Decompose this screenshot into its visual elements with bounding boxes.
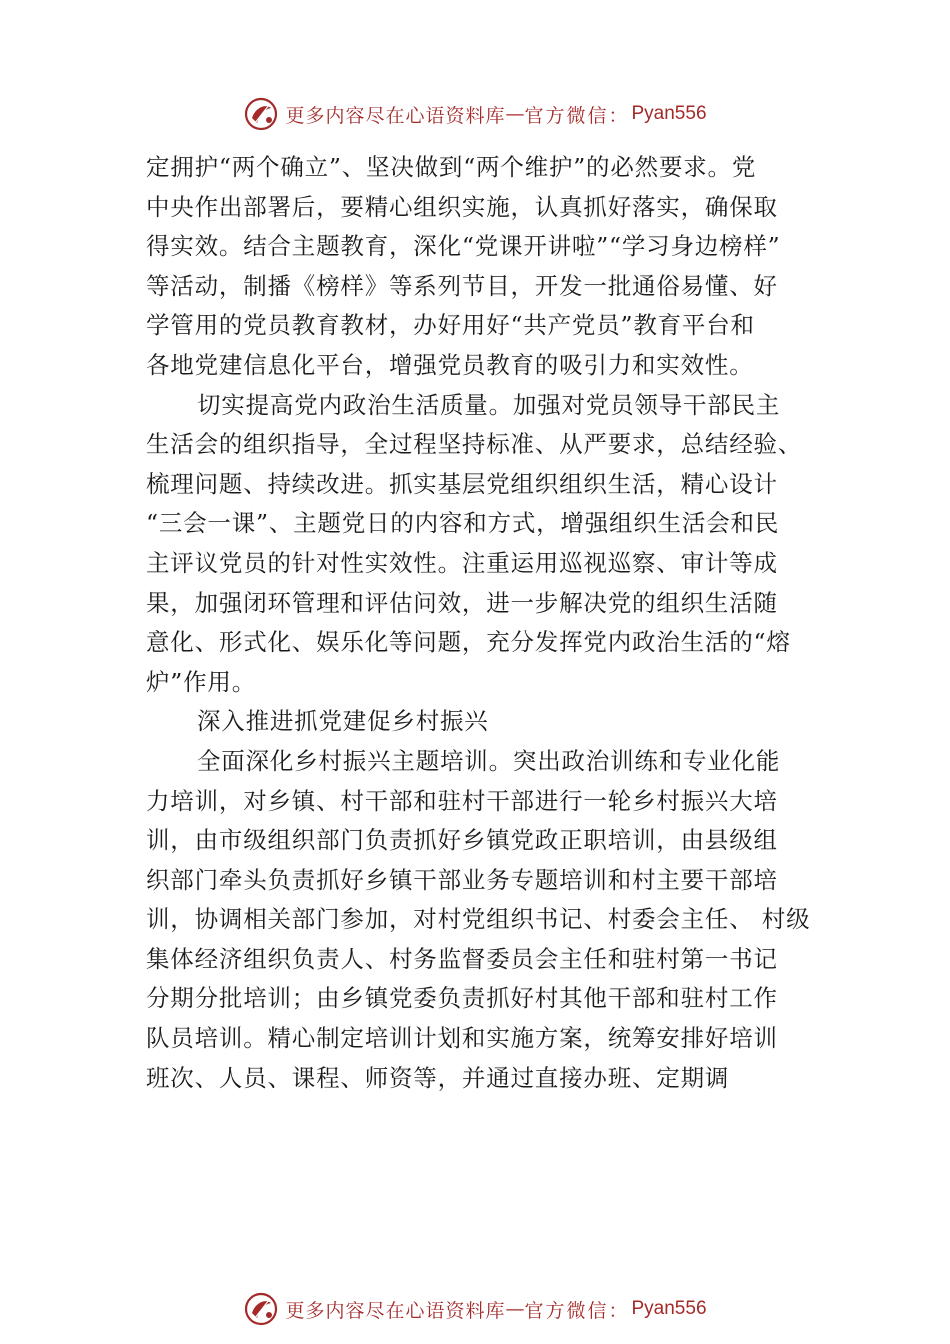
header-banner [0, 94, 950, 134]
text-line: 织部门牵头负责抓好乡镇干部业务专题培训和村主要干部培 [146, 865, 778, 894]
text-line: 生活会的组织指导，全过程坚持标准、从严要求，总结经验、 [146, 430, 803, 459]
footer-banner [0, 1289, 950, 1329]
text-line: 训，由市级组织部门负责抓好乡镇党政正职培训，由县级组 [146, 826, 778, 855]
text-line: 中央作出部署后，要精心组织实施，认真抓好落实，确保取 [146, 192, 778, 221]
logo-icon [243, 96, 279, 132]
banner-title: 更多内容尽在心语资料库 [285, 104, 506, 127]
text-line: 意化、形式化、娱乐化等问题，充分发挥党内政治生活的“熔 [146, 628, 791, 657]
wechat-id: Pyan556 [631, 103, 707, 124]
text-line: 定拥护“两个确立”、坚决做到“两个维护”的必然要求。党 [146, 153, 757, 181]
banner-dash: — [505, 103, 525, 125]
text-line: 等活动，制播《榜样》等系列节目，开发一批通俗易懂、好 [146, 271, 778, 300]
wechat-id: Pyan556 [631, 1298, 707, 1319]
section-heading: 深入推进抓党建促乡村振兴 [197, 707, 489, 736]
wechat-label: 官方微信： [524, 104, 630, 127]
text-line: 学管用的党员教育教材，办好用好“共产党员”教育平台和 [146, 311, 755, 340]
text-line: 得实效。结合主题教育，深化“党课开讲啦”“学习身边榜样” [146, 232, 781, 261]
text-line: 班次、人员、课程、师资等，并通过直接办班、定期调 [146, 1063, 730, 1092]
banner-title: 更多内容尽在心语资料库 [285, 1299, 506, 1322]
text-line: 集体经济组织负责人、村务监督委员会主任和驻村第一书记 [146, 944, 778, 973]
text-line: 炉”作用。 [146, 667, 257, 696]
text-line: 分期分批培训；由乡镇党委负责抓好村其他干部和驻村工作 [146, 984, 778, 1013]
paragraph-start-line: 切实提高党内政治生活质量。加强对党员领导干部民主 [197, 390, 781, 419]
text-line: 队员培训。精心制定培训计划和实施方案，统筹安排好培训 [146, 1024, 778, 1053]
document-body [146, 148, 811, 1098]
banner-dash: — [505, 1298, 525, 1320]
text-line: “三会一课”、主题党日的内容和方式，增强组织生活会和民 [146, 509, 780, 538]
paragraph-start-line: 全面深化乡村振兴主题培训。突出政治训练和专业化能 [197, 746, 781, 775]
text-line: 主评议党员的针对性实效性。注重运用巡视巡察、审计等成 [146, 548, 778, 577]
text-line: 梳理问题、持续改进。抓实基层党组织组织生活，精心设计 [146, 469, 778, 498]
text-line: 各地党建信息化平台，增强党员教育的吸引力和实效性。 [146, 350, 754, 379]
text-line: 果，加强闭环管理和评估问效，进一步解决党的组织生活随 [146, 588, 778, 617]
wechat-label: 官方微信： [524, 1299, 630, 1322]
logo-icon [243, 1291, 279, 1327]
text-line: 训，协调相关部门参加，对村党组织书记、村委会主任、 村级 [146, 905, 811, 934]
text-line: 力培训，对乡镇、村干部和驻村干部进行一轮乡村振兴大培 [146, 786, 778, 815]
